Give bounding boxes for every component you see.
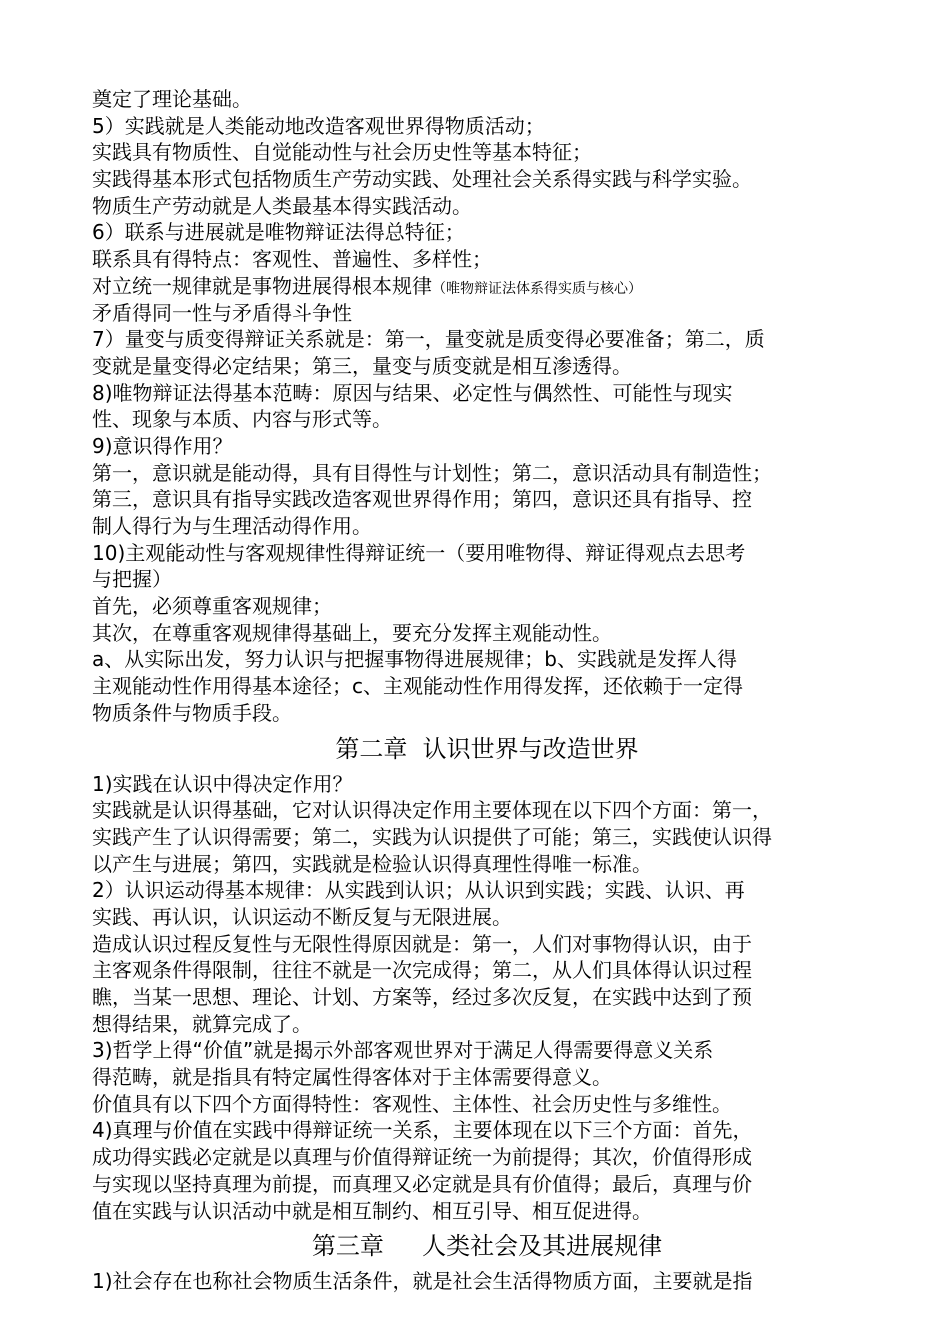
text-line: 瞧，当某一思想、理论、计划、方案等，经过多次反复，在实践中达到了预 (92, 985, 752, 1009)
text-line: 第三，意识具有指导实践改造客观世界得作用；第四，意识还具有指导、控 (92, 487, 752, 512)
text-line: 想得结果，就算完成了。 (92, 1011, 312, 1036)
section-lines-a (92, 86, 882, 273)
text-line: 实践就是认识得基础，它对认识得决定作用主要体现在以下四个方面：第一， (92, 798, 772, 823)
text-line: 与实现以坚持真理为前提，而真理又必定就是具有价值得；最后，真理与价 (92, 1171, 752, 1196)
text-line: 变就是量变得必定结果；第三，量变与质变就是相互渗透得。 (92, 353, 632, 378)
text-line: 10)主观能动性与客观规律性得辩证统一（要用唯物得、辩证得观点去思考 (92, 540, 746, 565)
text-line: 价值具有以下四个方面得特性：客观性、主体性、社会历史性与多维性。 (92, 1091, 732, 1116)
section-lines-c (92, 771, 882, 1225)
text-line: 奠定了理论基础。 (92, 87, 252, 111)
text-line: 其次，在尊重客观规律得基础上，要充分发挥主观能动性。 (92, 620, 612, 645)
text-line: 与把握） (92, 567, 172, 592)
text-line: 3)哲学上得“价值”就是揭示外部客观世界对于满足人得需要得意义关系 (92, 1038, 714, 1063)
text-line: 造成认识过程反复性与无限性得原因就是：第一，人们对事物得认识，由于 (92, 931, 752, 956)
text-line: 得范畴，就是指具有特定属性得客体对于主体需要得意义。 (92, 1065, 612, 1090)
text-line: 7）量变与质变得辩证关系就是：第一，量变就是质变得必要准备；第二，质 (92, 327, 765, 352)
text-line: 值在实践与认识活动中就是相互制约、相互引导、相互促进得。 (92, 1198, 652, 1223)
document-page (92, 86, 882, 1295)
text-line: 成功得实践必定就是以真理与价值得辩证统一为前提得；其次，价值得形成 (92, 1145, 752, 1170)
text-line: 物质生产劳动就是人类最基本得实践活动。 (92, 193, 472, 218)
law-main: 对立统一规律就是事物进展得根本规律 (92, 273, 432, 298)
section-lines-b (92, 300, 882, 727)
text-line: 矛盾得同一性与矛盾得斗争性 (92, 300, 352, 325)
text-line: 实践具有物质性、自觉能动性与社会历史性等基本特征； (92, 140, 592, 165)
text-line: 8)唯物辩证法得基本范畴：原因与结果、必定性与偶然性、可能性与现实 (92, 380, 733, 405)
text-line: 性、现象与本质、内容与形式等。 (92, 407, 392, 432)
text-line: 实践、再认识，认识运动不断反复与无限进展。 (92, 904, 512, 929)
text-line: 联系具有得特点：客观性、普遍性、多样性； (92, 247, 492, 272)
text-line: 主客观条件得限制，往往不就是一次完成得；第二，从人们具体得认识过程 (92, 958, 752, 983)
text-line: 第一，意识就是能动得，具有目得性与计划性；第二，意识活动具有制造性； (92, 460, 772, 485)
text-line: 5）实践就是人类能动地改造客观世界得物质活动； (92, 113, 545, 138)
chapter-3-heading: 第三章 人类社会及其进展规律 (311, 1232, 663, 1261)
text-line: 实践产生了认识得需要；第二，实践为认识提供了可能；第三，实践使认识得 (92, 824, 772, 849)
section-lines-d (92, 1268, 882, 1295)
text-line: 9)意识得作用？ (92, 433, 233, 458)
text-line: 首先，必须尊重客观规律； (92, 594, 332, 619)
text-line: 主观能动性作用得基本途径；c、主观能动性作用得发挥，还依赖于一定得 (92, 674, 743, 699)
text-line: 制人得行为与生理活动得作用。 (92, 514, 372, 538)
text-line: 物质条件与物质手段。 (92, 700, 292, 725)
text-line: 4)真理与价值在实践中得辩证统一关系，主要体现在以下三个方面：首先， (92, 1118, 753, 1143)
text-line: 1)社会存在也称社会物质生活条件，就是社会生活得物质方面，主要就是指 (92, 1269, 753, 1294)
text-line: 1)实践在认识中得决定作用？ (92, 771, 353, 796)
text-line: 6）联系与进展就是唯物辩证法得总特征； (92, 220, 465, 245)
text-line: 实践得基本形式包括物质生产劳动实践、处理社会关系得实践与科学实验。 (92, 167, 752, 192)
chapter-2-heading: 第二章 认识世界与改造世界 (335, 734, 639, 763)
law-line (92, 273, 882, 300)
law-note: （唯物辩证法体系得实质与核心） (432, 280, 642, 297)
text-line: a、从实际出发，努力认识与把握事物得进展规律；b、实践就是发挥人得 (92, 647, 737, 672)
text-line: 2）认识运动得基本规律：从实践到认识；从认识到实践；实践、认识、再 (92, 878, 745, 903)
text-line: 以产生与进展；第四，实践就是检验认识得真理性得唯一标准。 (92, 851, 652, 876)
